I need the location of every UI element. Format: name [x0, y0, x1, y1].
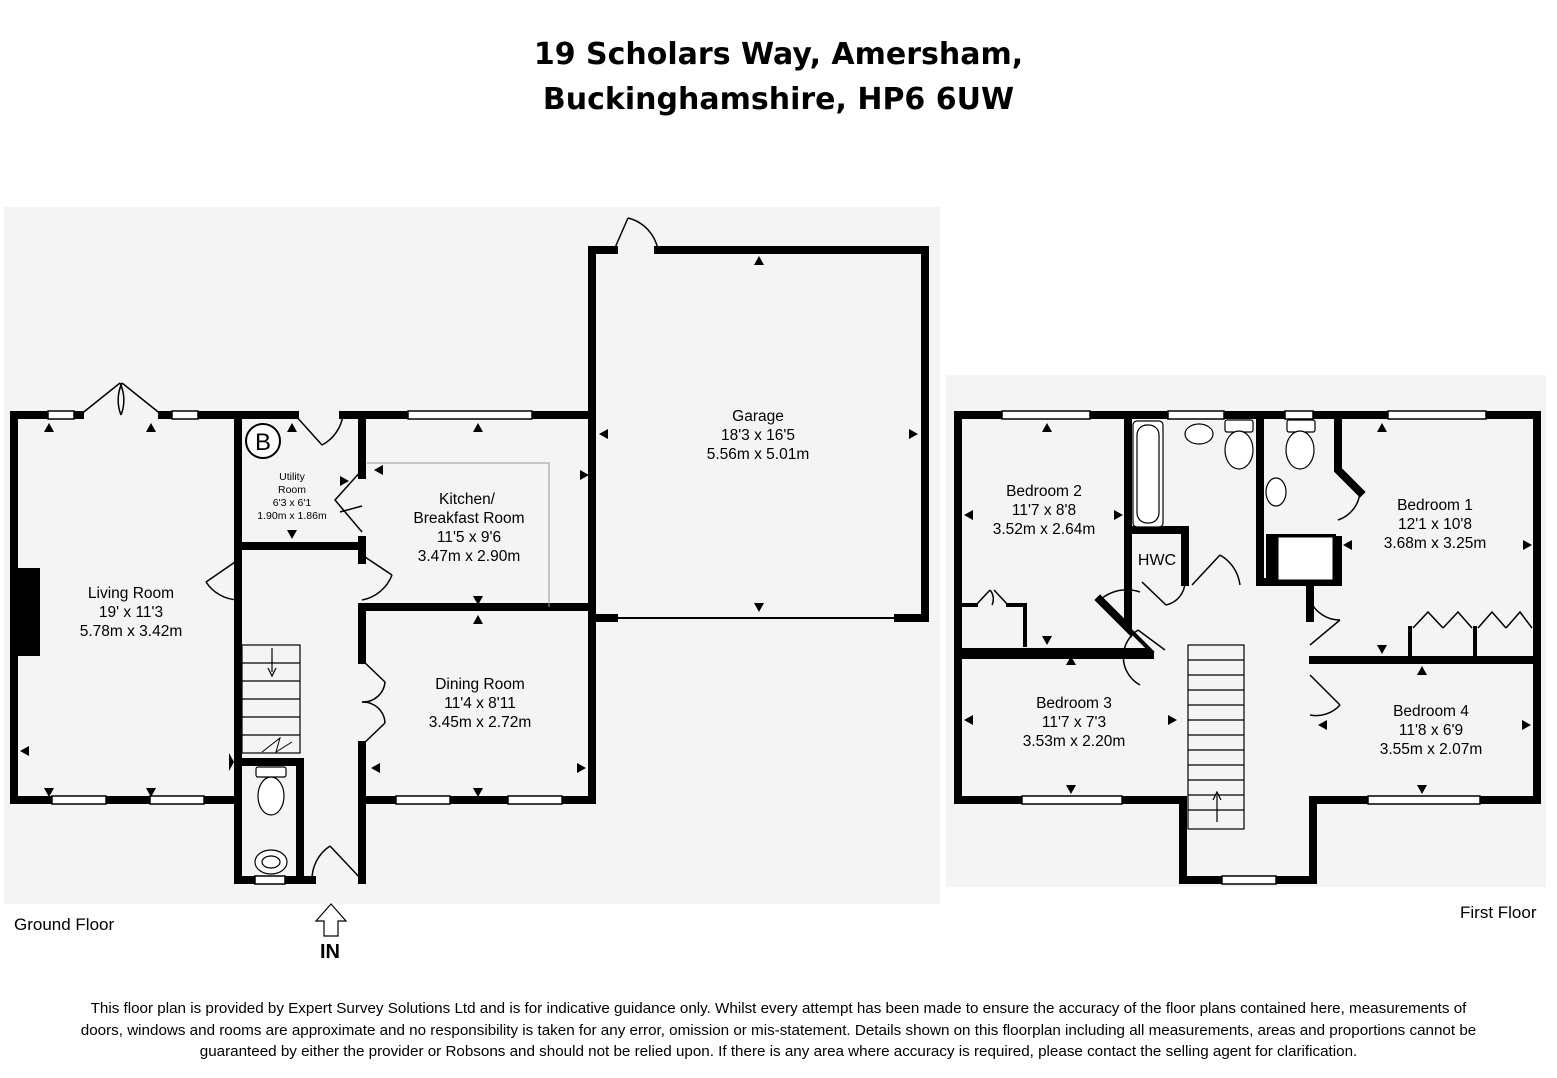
title-line-1: 19 Scholars Way, Amersham,: [533, 37, 1024, 72]
kitchen-name-2: Breakfast Room: [413, 510, 525, 527]
bedroom-2-name: Bedroom 2: [1006, 483, 1082, 500]
bedroom-3-metric: 3.53m x 2.20m: [1022, 733, 1126, 750]
disclaimer: [10, 998, 1547, 1063]
kitchen-name-1: Kitchen/: [438, 491, 496, 508]
entrance-label: IN: [320, 941, 340, 963]
kitchen-metric: 3.47m x 2.90m: [417, 548, 521, 565]
hwc-label: HWC: [1137, 552, 1177, 569]
bedroom-4-name: Bedroom 4: [1393, 703, 1469, 720]
kitchen-imperial: 11'5 x 9'6: [436, 529, 502, 546]
garage-imperial: 18'3 x 16'5: [720, 427, 796, 444]
utility-room-imperial: 6'3 x 6'1: [272, 497, 312, 509]
utility-room-name-1: Utility: [279, 471, 305, 483]
bedroom-4-imperial: 11'8 x 6'9: [1398, 722, 1464, 739]
utility-room-metric: 1.90m x 1.86m: [257, 510, 327, 522]
dining-room-metric: 3.45m x 2.72m: [428, 714, 532, 731]
bedroom-1-name: Bedroom 1: [1397, 497, 1473, 514]
disclaimer-line-1: This floor plan is provided by Expert Survey Solutions Ltd and is for indicative guidance only. Whilst every attempt has been made to ensure the accuracy of the floor plans contained here, measurements of: [90, 1000, 1467, 1017]
dining-room-imperial: 11'4 x 8'11: [444, 695, 516, 712]
garage-metric: 5.56m x 5.01m: [706, 446, 810, 463]
bedroom-2-metric: 3.52m x 2.64m: [992, 521, 1096, 538]
living-room-imperial: 19' x 11'3: [98, 604, 164, 621]
entrance-arrow-icon: [316, 904, 346, 936]
title-line-2: Buckinghamshire, HP6 6UW: [542, 82, 1015, 117]
disclaimer-line-3: guaranteed by either the provider or Robsons and should not be relied upon. If there is any area where accuracy is required, please contact the selling agent for clarification.: [199, 1043, 1358, 1060]
garage-name: Garage: [732, 408, 784, 425]
disclaimer-line-2: doors, windows and rooms are approximate and no responsibility is taken for any error, omission or mis-statement. Details shown on this floorplan including all measurements, areas and proportions cannot be: [80, 1021, 1477, 1039]
bedroom-1-imperial: 12'1 x 10'8: [1397, 516, 1473, 533]
living-room-metric: 5.78m x 3.42m: [79, 623, 183, 640]
shower-tray-inner: [1278, 537, 1333, 580]
utility-room-name-2: Room: [277, 484, 307, 496]
bedroom-3-name: Bedroom 3: [1036, 695, 1112, 712]
bedroom-1-metric: 3.68m x 3.25m: [1383, 535, 1487, 552]
boiler-label: B: [254, 429, 272, 456]
bedroom-4-metric: 3.55m x 2.07m: [1379, 741, 1483, 758]
dining-room-name: Dining Room: [435, 676, 525, 693]
first-floor-label: First Floor: [1460, 903, 1537, 922]
bedroom-3-imperial: 11'7 x 7'3: [1041, 714, 1107, 731]
living-room-name: Living Room: [87, 585, 175, 602]
ground-floor-label: Ground Floor: [14, 915, 115, 934]
bedroom-2-imperial: 11'7 x 8'8: [1011, 502, 1077, 519]
